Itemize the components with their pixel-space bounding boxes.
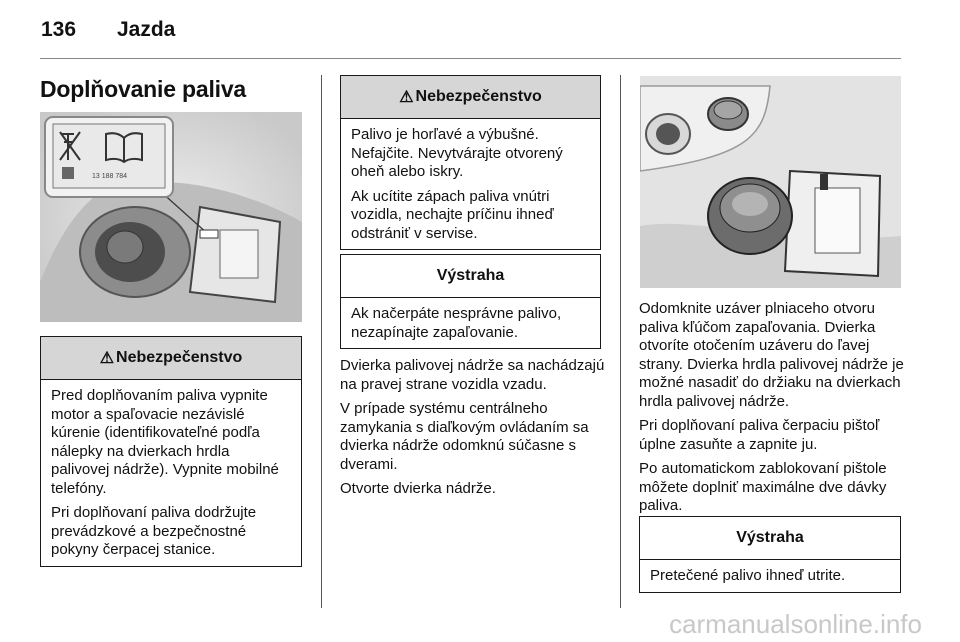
column-3-body-text	[639, 300, 907, 522]
header-rule	[40, 58, 901, 59]
body-paragraph: Otvorte dvierka nádrže.	[340, 480, 496, 497]
body-paragraph: Dvierka palivovej nádrže sa nachádzajú na pravej strane vozidla vzadu.	[340, 357, 605, 393]
caution-box-2-paragraph: Pretečené palivo ihneď utrite.	[650, 567, 846, 584]
danger-box-1-paragraph: Pri doplňovaní paliva dodržujte prevádzkové a bezpečnostné pokyny čerpacej stanice.	[51, 504, 257, 558]
body-paragraph: Po automatickom zablokovaní pištole môžete doplniť maximálne dve dávky paliva.	[639, 460, 887, 514]
danger-box-2-paragraph: Palivo je horľavé a výbušné. Nefajčite. Nevytvárajte otvorený oheň alebo iskry.	[351, 126, 563, 180]
warning-triangle-icon: ⚠	[99, 350, 115, 367]
chapter-title: Jazda	[117, 18, 176, 41]
watermark: carmanualsonline.info	[669, 609, 922, 639]
column-divider-1	[321, 75, 322, 608]
page-number: 136	[41, 18, 77, 41]
caution-box-1-title: Výstraha	[341, 255, 600, 298]
danger-box-1	[40, 336, 302, 567]
caution-box-1-paragraph: Ak načerpáte nesprávne palivo, nezapínajte zapaľovanie.	[351, 305, 562, 341]
label-code: 13 188 784	[92, 173, 128, 180]
fuel-door-label-illustration	[40, 112, 302, 322]
danger-box-2-header	[341, 76, 600, 119]
body-paragraph: Odomknite uzáver plniaceho otvoru paliva kľúčom zapaľovania. Dvierka otvoríte otočením uzáveru do ľavej strany. Dvierka hrdla palivovej nádrže je možné nasadiť do držiaku na dvierkach hrdla palivovej nádrže.	[639, 300, 904, 410]
danger-box-2-paragraph: Ak ucítite zápach paliva vnútri vozidla, nechajte príčinu ihneď odstrániť v servise.	[351, 187, 554, 242]
danger-box-1-paragraph: Pred doplňovaním paliva vypnite motor a spaľovacie nezávislé kúrenie (identifikovateľné podľa nálepky na dvierkach hrdla palivovej nádrže). Vypnite mobilné telefóny.	[51, 387, 279, 497]
fuel-cap-illustration	[640, 76, 901, 288]
danger-box-2-title: Nebezpečenstvo	[415, 88, 542, 105]
caution-box-2-title: Výstraha	[640, 517, 900, 560]
danger-box-1-title: Nebezpečenstvo	[116, 349, 243, 366]
column-divider-2	[620, 75, 621, 608]
caution-box-2	[639, 516, 901, 593]
body-paragraph: V prípade systému centrálneho zamykania s diaľkovým ovládaním sa dvierka nádrže odomknú súčasne s dverami.	[340, 400, 589, 473]
column-2-body-text	[340, 357, 605, 505]
warning-triangle-icon: ⚠	[399, 89, 414, 106]
body-paragraph: Pri doplňovaní paliva čerpaciu pištoľ úplne zasuňte a zapnite ju.	[639, 417, 880, 453]
section-title: Doplňovanie paliva	[40, 76, 247, 102]
caution-box-1	[340, 254, 601, 349]
danger-box-1-header	[41, 337, 301, 380]
danger-box-2	[340, 75, 601, 250]
